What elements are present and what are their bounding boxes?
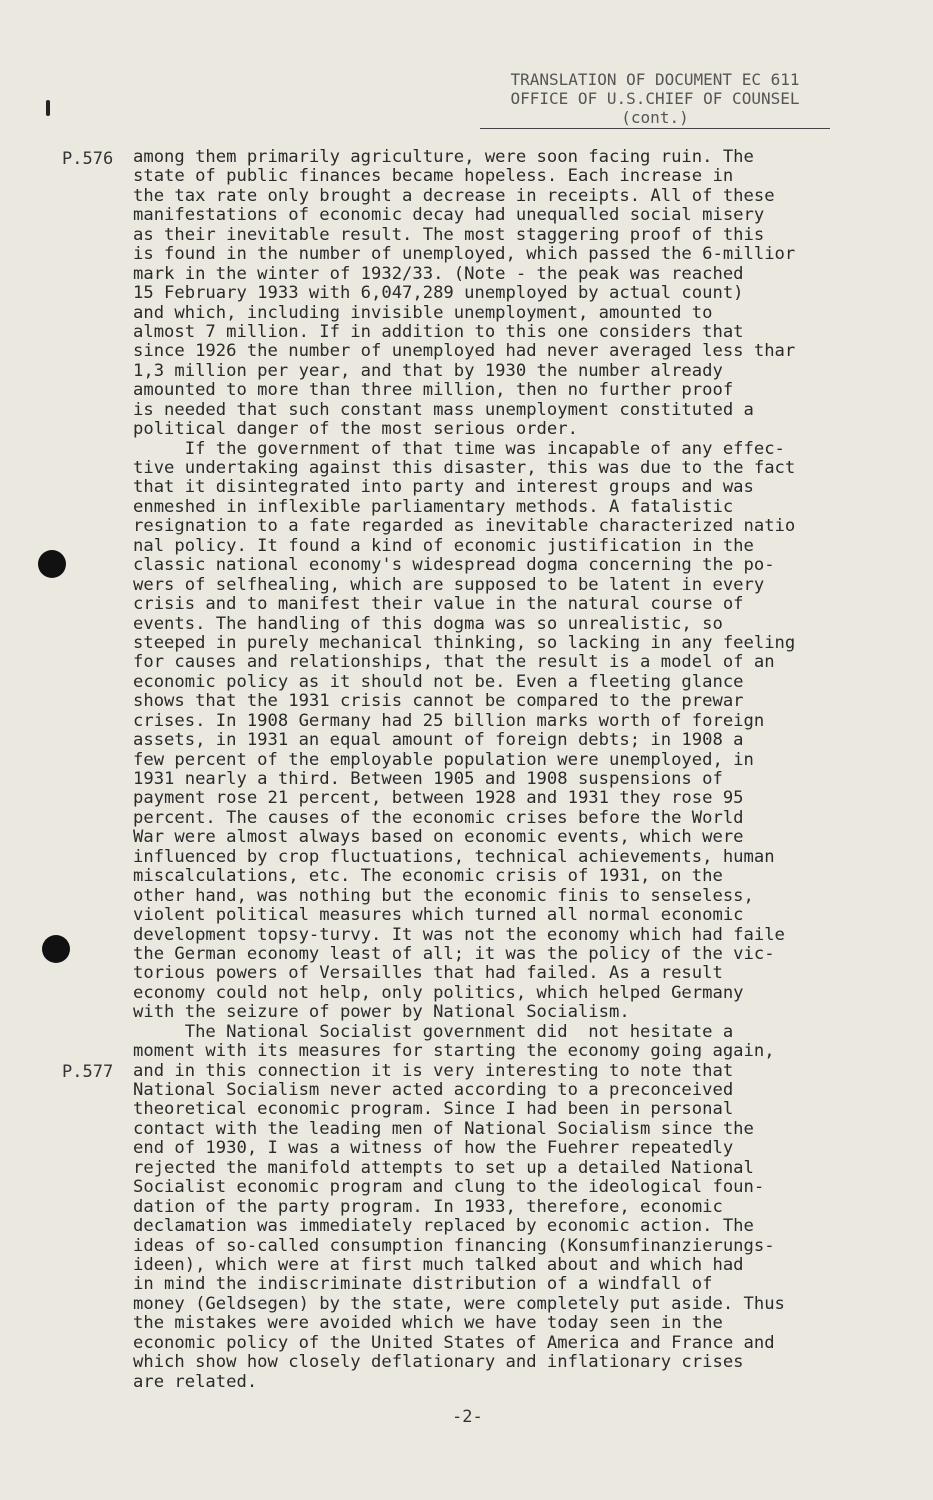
- text-line: percent. The causes of the economic crises before the World: [133, 807, 744, 828]
- text-line: and in this connection it is very interesting to note that: [133, 1060, 734, 1081]
- header-rule: [480, 128, 830, 129]
- text-line: that it disintegrated into party and interest groups and was: [133, 477, 754, 498]
- text-line: theoretical economic program. Since I had been in personal: [133, 1099, 734, 1120]
- text-line: 1931 nearly a third. Between 1905 and 1908 suspensions of: [133, 769, 723, 789]
- text-line: which show how closely deflationary and inflationary crises: [133, 1352, 744, 1373]
- text-line: ideas of so-called consumption financing (Konsumfinanzierungs-: [133, 1235, 775, 1256]
- text-line: since 1926 the number of unemployed had never averaged less thar: [133, 341, 796, 362]
- text-line: declamation was immediately replaced by economic action. The: [133, 1216, 754, 1237]
- text-line: steeped in purely mechanical thinking, so lacking in any feeling: [133, 632, 796, 653]
- text-line: moment with its measures for starting the economy going again,: [133, 1041, 775, 1062]
- header-line-2: OFFICE OF U.S.CHIEF OF COUNSEL: [510, 89, 800, 108]
- text-line: end of 1930, I was a witness of how the Fuehrer repeatedly: [133, 1138, 734, 1159]
- text-line: tive undertaking against this disaster, this was due to the fact: [133, 458, 796, 478]
- text-line: torious powers of Versailles that had failed. As a result: [133, 963, 723, 984]
- text-line: shows that the 1931 crisis cannot be compared to the prewar: [133, 691, 744, 712]
- text-line: miscalculations, etc. The economic crisis of 1931, on the: [133, 866, 723, 887]
- text-line: payment rose 21 percent, between 1928 and 1931 they rose 95: [133, 788, 744, 809]
- text-line: political danger of the most serious order.: [133, 419, 578, 440]
- text-line: crisis and to manifest their value in the natural course of: [133, 594, 744, 615]
- text-line: is found in the number of unemployed, which passed the 6-millior: [133, 244, 796, 265]
- text-line: crises. In 1908 Germany had 25 billion marks worth of foreign: [133, 710, 765, 731]
- header-line-1: TRANSLATION OF DOCUMENT EC 611: [510, 70, 800, 89]
- text-line: manifestations of economic decay had unequalled social misery: [133, 205, 765, 226]
- text-line: events. The handling of this dogma was so unrealistic, so: [133, 613, 723, 634]
- text-line: is needed that such constant mass unemployment constituted a: [133, 399, 754, 420]
- body-text: [133, 148, 873, 1392]
- text-line: other hand, was nothing but the economic finis to senseless,: [133, 885, 754, 906]
- text-line: economic policy of the United States of America and France and: [133, 1332, 775, 1353]
- text-line: the mistakes were avoided which we have today seen in the: [133, 1313, 723, 1334]
- text-line: Socialist economic program and clung to the ideological foun-: [133, 1177, 765, 1198]
- text-line: with the seizure of power by National Socialism.: [133, 1002, 630, 1023]
- text-line: resignation to a fate regarded as inevitable characterized natio: [133, 516, 796, 537]
- text-line: almost 7 million. If in addition to this one considers that: [133, 321, 744, 342]
- text-line: 15 February 1933 with 6,047,289 unemployed by actual count): [133, 283, 744, 304]
- page-number: -2-: [452, 1407, 483, 1427]
- text-line: If the government of that time was incapable of any effec-: [133, 438, 785, 459]
- text-line: assets, in 1931 an equal amount of foreign debts; in 1908 a: [133, 730, 744, 751]
- punch-hole: [38, 550, 66, 578]
- text-line: among them primarily agriculture, were soon facing ruin. The: [133, 147, 754, 167]
- text-line: and which, including invisible unemployment, amounted to: [133, 302, 713, 323]
- margin-mark: [46, 100, 50, 116]
- text-line: classic national economy's widespread dogma concerning the po-: [133, 555, 775, 576]
- text-line: few percent of the employable population were unemployed, in: [133, 749, 754, 770]
- text-line: contact with the leading men of National Socialism since the: [133, 1118, 754, 1139]
- text-line: violent political measures which turned all normal economic: [133, 905, 744, 926]
- text-line: economy could not help, only politics, which helped Germany: [133, 982, 744, 1003]
- text-line: money (Geldsegen) by the state, were completely put aside. Thus: [133, 1293, 785, 1314]
- page-reference-577: P.577: [62, 1062, 114, 1082]
- text-line: state of public finances became hopeless. Each increase in: [133, 166, 734, 187]
- text-line: wers of selfhealing, which are supposed to be latent in every: [133, 574, 765, 595]
- text-line: nal policy. It found a kind of economic justification in the: [133, 535, 754, 556]
- page-reference-576: P.576: [62, 149, 114, 169]
- text-line: for causes and relationships, that the result is a model of an: [133, 652, 775, 673]
- text-line: National Socialism never acted according to a preconceived: [133, 1080, 734, 1100]
- header-line-3: (cont.): [621, 108, 689, 127]
- text-line: rejected the manifold attempts to set up a detailed National: [133, 1157, 754, 1178]
- text-line: The National Socialist government did not hesitate a: [133, 1021, 734, 1042]
- text-line: influenced by crop fluctuations, technical achievements, human: [133, 846, 775, 867]
- text-line: amounted to more than three million, then no further proof: [133, 380, 734, 401]
- text-line: ideen), which were at first much talked about and which had: [133, 1254, 744, 1275]
- text-line: the German economy least of all; it was the policy of the vic-: [133, 943, 775, 964]
- text-line: in mind the indiscriminate distribution of a windfall of: [133, 1274, 713, 1295]
- text-line: as their inevitable result. The most staggering proof of this: [133, 224, 765, 245]
- text-line: are related.: [133, 1371, 258, 1392]
- punch-hole: [42, 935, 70, 963]
- text-line: enmeshed in inflexible parliamentary methods. A fatalistic: [133, 496, 734, 517]
- text-line: dation of the party program. In 1933, therefore, economic: [133, 1196, 723, 1217]
- text-line: 1,3 million per year, and that by 1930 the number already: [133, 360, 723, 381]
- text-line: development topsy-turvy. It was not the economy which had faile: [133, 924, 785, 945]
- document-header: [480, 70, 830, 127]
- text-line: War were almost always based on economic events, which were: [133, 827, 744, 848]
- text-line: mark in the winter of 1932/33. (Note - the peak was reached: [133, 263, 744, 284]
- text-line: economic policy as it should not be. Even a fleeting glance: [133, 671, 744, 692]
- text-line: the tax rate only brought a decrease in receipts. All of these: [133, 185, 775, 206]
